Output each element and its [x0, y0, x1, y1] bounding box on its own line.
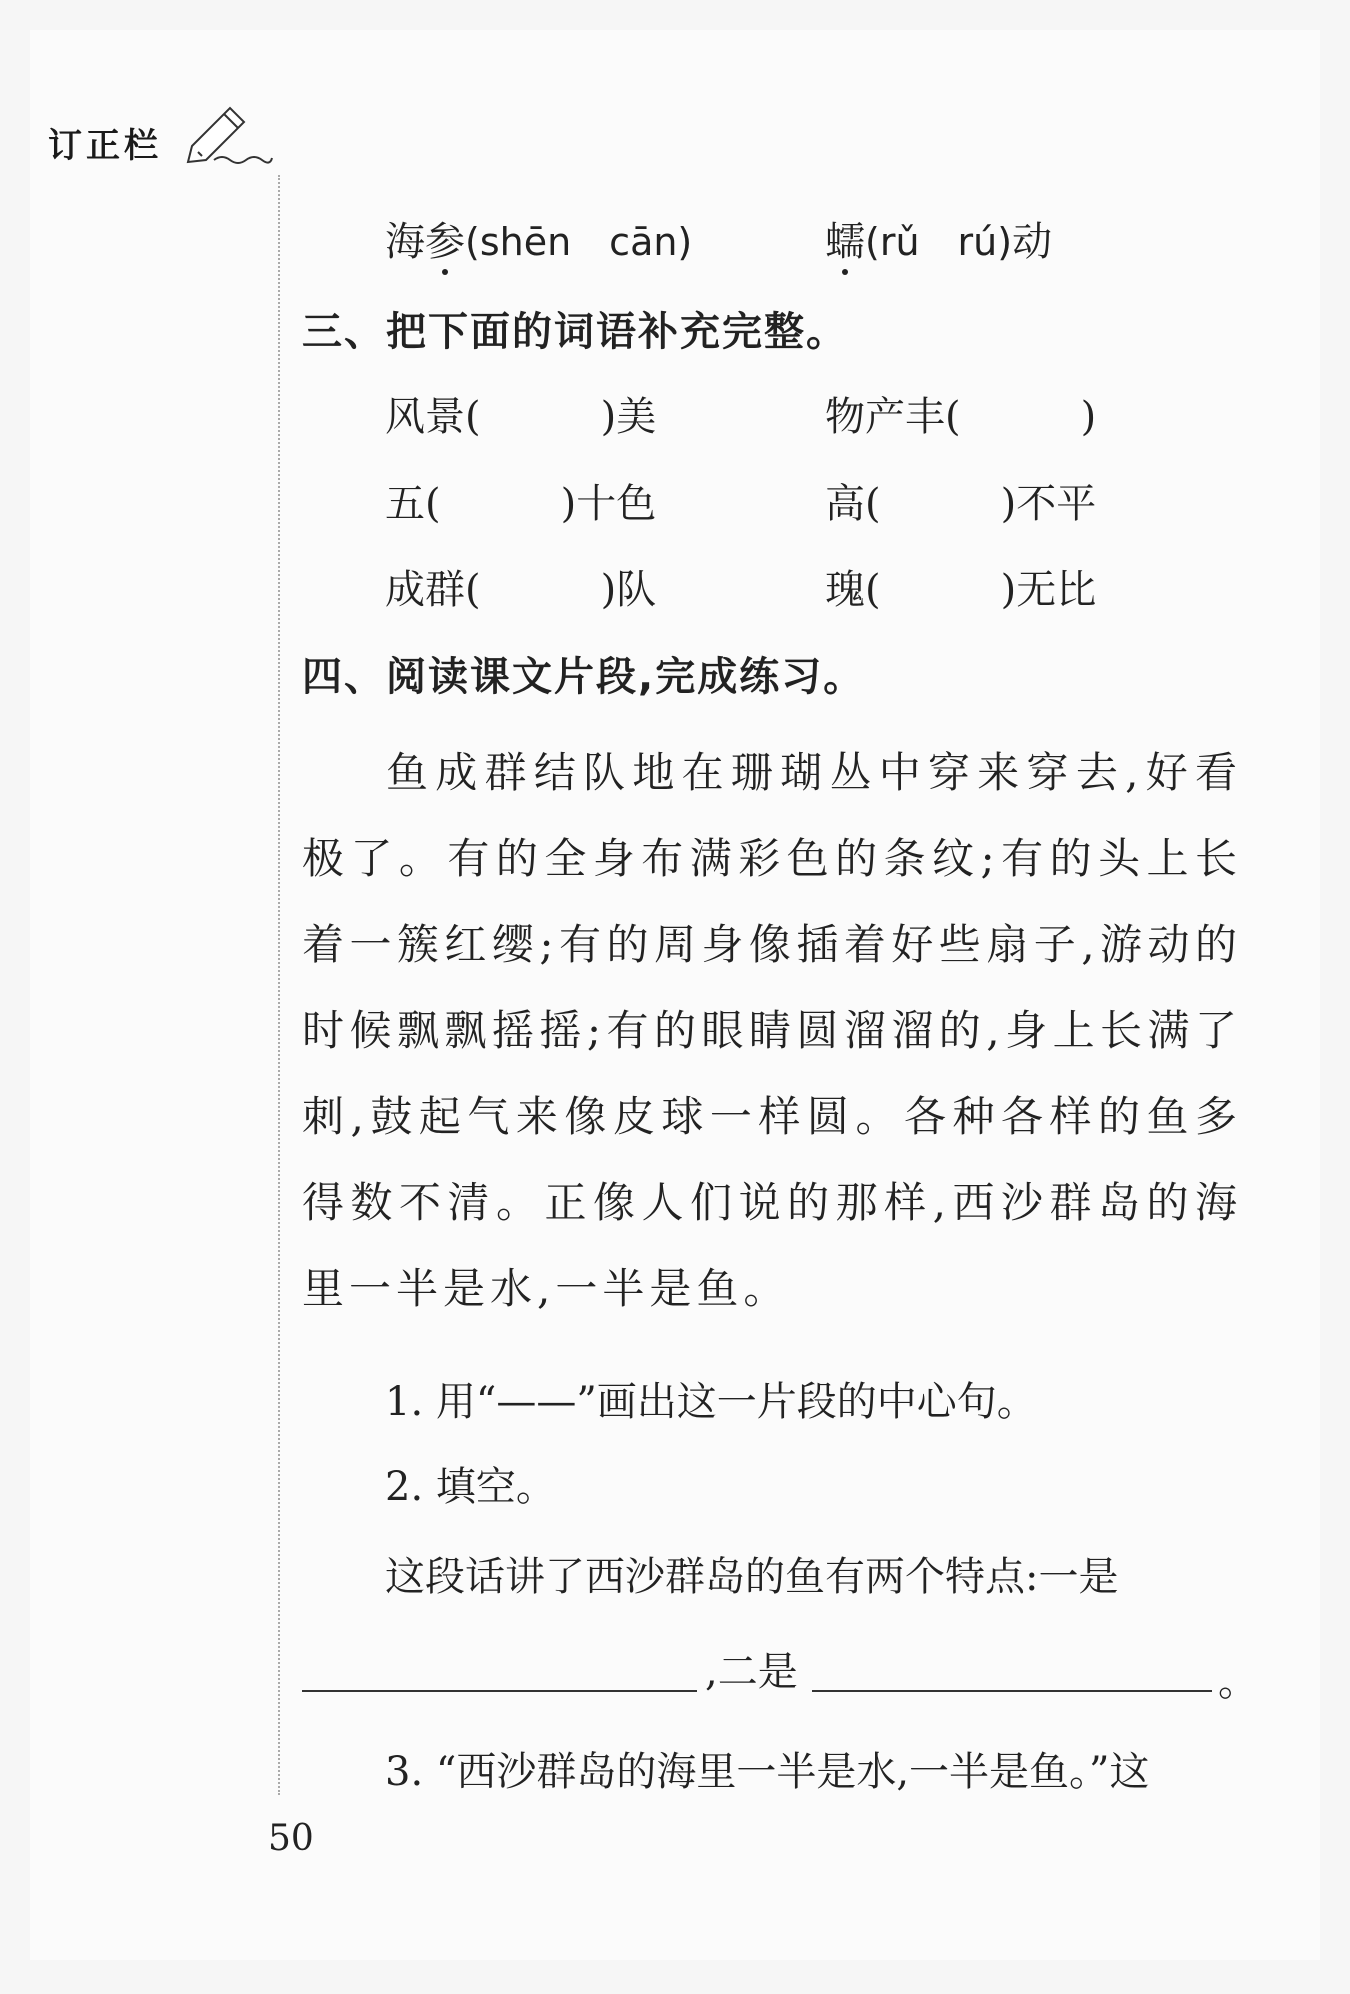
dotted-character: 蠕	[825, 219, 865, 265]
pinyin-options[interactable]: (rǔ rú)	[865, 220, 1013, 264]
pinyin-options[interactable]: (shēn cān)	[465, 220, 693, 264]
correction-column-title: 订正栏	[48, 126, 162, 166]
reading-passage: 鱼成群结队地在珊瑚丛中穿来穿去,好看极了。有的全身布满彩色的条纹;有的头上长着一簇红缨;有的周身像插着好些扇子,游动的时候飘飘摇摇;有的眼睛圆溜溜的,身上长满了刺,鼓起气来像皮球一样圆。各种各样的鱼多得数不清。正像人们说的那样,西沙群岛的海里一半是水,一半是鱼。	[302, 748, 1242, 1313]
idiom-part: )十色	[560, 481, 657, 527]
character: 动	[1012, 219, 1053, 265]
question-2-end: 。	[1218, 1659, 1258, 1705]
idiom-part: )无比	[1000, 567, 1097, 613]
idiom-item	[825, 472, 1096, 529]
question-2: 2. 填空。	[385, 1464, 556, 1510]
idiom-part: )	[1080, 394, 1097, 440]
character: 海	[385, 219, 425, 265]
idiom-item	[385, 558, 656, 615]
answer-blank-1[interactable]	[302, 1690, 697, 1692]
idiom-item	[385, 472, 656, 529]
question-2-middle: ,二是	[705, 1649, 798, 1695]
idiom-part: 高(	[825, 481, 881, 527]
dotted-character: 参	[425, 219, 465, 265]
idiom-part: )队	[600, 567, 657, 613]
section-4-heading: 四、阅读课文片段,完成练习。	[302, 654, 866, 700]
margin-divider	[278, 175, 280, 1795]
idiom-part: 瑰(	[825, 567, 881, 613]
question-3: 3. “西沙群岛的海里一半是水,一半是鱼。”这	[385, 1749, 1150, 1795]
idiom-part: )不平	[1000, 481, 1097, 527]
question-2-text: 这段话讲了西沙群岛的鱼有两个特点:一是	[385, 1554, 1119, 1600]
idiom-part: )美	[600, 394, 657, 440]
idiom-item	[825, 385, 1096, 442]
page-number: 50	[268, 1818, 314, 1859]
answer-blank-2[interactable]	[812, 1690, 1212, 1692]
pencil-icon	[184, 102, 274, 166]
question-1: 1. 用“——”画出这一片段的中心句。	[385, 1379, 1037, 1425]
idiom-part: 成群(	[385, 567, 481, 613]
idiom-item	[385, 385, 656, 442]
idiom-part: 五(	[385, 481, 441, 527]
idiom-item	[825, 558, 1096, 615]
idiom-part: 风景(	[385, 394, 481, 440]
pronunciation-item-2	[825, 210, 1052, 267]
pronunciation-item-1	[385, 210, 692, 267]
idiom-part: 物产丰(	[825, 394, 961, 440]
section-3-heading: 三、把下面的词语补充完整。	[302, 309, 848, 355]
